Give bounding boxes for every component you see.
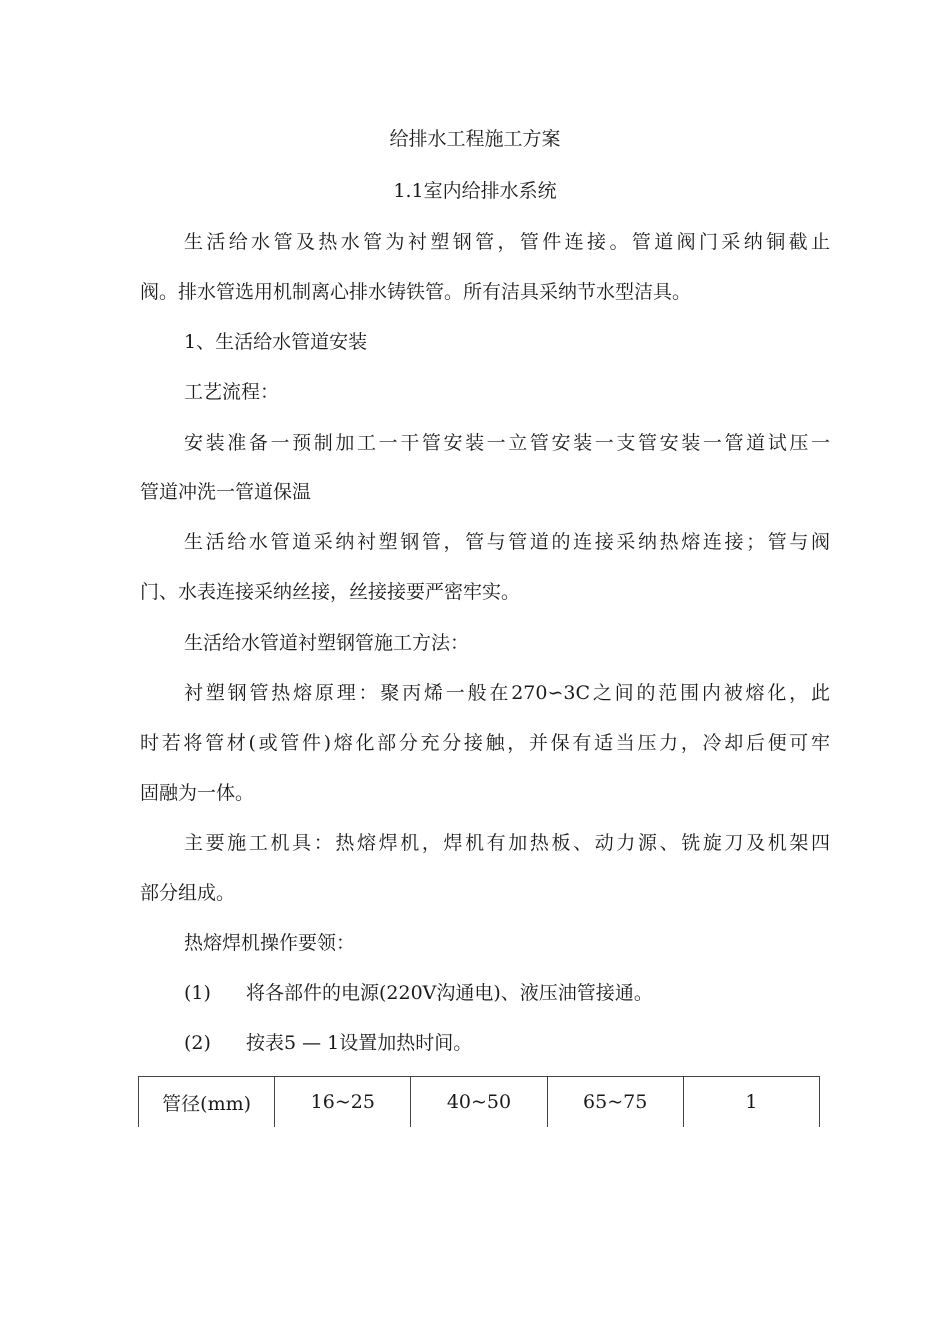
principle-line-3: 固融为一体。 [140,782,255,804]
table-cell: 16~25 [275,1077,411,1128]
document-title: 给排水工程施工方案 [389,128,561,150]
connection-line-1: 生活给水管道采纳衬塑钢管，管与管道的连接采纳热熔连接；管与阀 [184,531,830,553]
table-cell: 65~75 [547,1077,683,1128]
operation-heading: 热熔焊机操作要领： [184,932,356,954]
process-line-1: 安装准备一预制加工一干管安装一立管安装一支管安装一管道试压一 [184,432,830,454]
intro-paragraph-line-1: 生活给水管及热水管为衬塑钢管，管件连接。管道阀门采纳铜截止 [184,231,830,253]
method-heading: 生活给水管道衬塑钢管施工方法： [184,632,470,654]
principle-line-1: 衬塑钢管热熔原理：聚丙烯一般在270∽3C之间的范围内被熔化，此 [184,682,830,704]
step-text: 按表5 — 1设置加热时间。 [246,1032,473,1054]
process-label: 工艺流程： [184,381,280,403]
table-cell: 40~50 [411,1077,547,1128]
table-cell-pipe-diameter: 管径(mm) [139,1077,275,1128]
table-cell: 1 [683,1077,819,1128]
item1-heading: 1、生活给水管道安装 [184,331,368,353]
process-line-2: 管道冲洗一管道保温 [140,481,312,503]
step-number: (1) [184,982,211,1004]
tools-line-1: 主要施工机具：热熔焊机，焊机有加热板、动力源、铣旋刀及机架四 [184,832,830,854]
section-heading: 1.1室内给排水系统 [393,180,557,202]
tools-line-2: 部分组成。 [140,882,236,904]
principle-line-2: 时若将管材(或管件)熔化部分充分接触，并保有适当压力，冷却后便可牢 [140,732,830,754]
step-number: (2) [184,1032,211,1054]
step-item-1 [184,981,830,1005]
connection-line-2: 门、水表连接采纳丝接，丝接接要严密牢实。 [140,581,521,603]
step-item-2 [184,1031,830,1055]
step-text: 将各部件的电源(220V沟通电)、液压油管接通。 [246,982,653,1004]
table-row [139,1077,820,1128]
intro-paragraph-line-2: 阀。排水管选用机制离心排水铸铁管。所有洁具采纳节水型洁具。 [140,281,692,303]
heating-time-table [138,1076,820,1127]
